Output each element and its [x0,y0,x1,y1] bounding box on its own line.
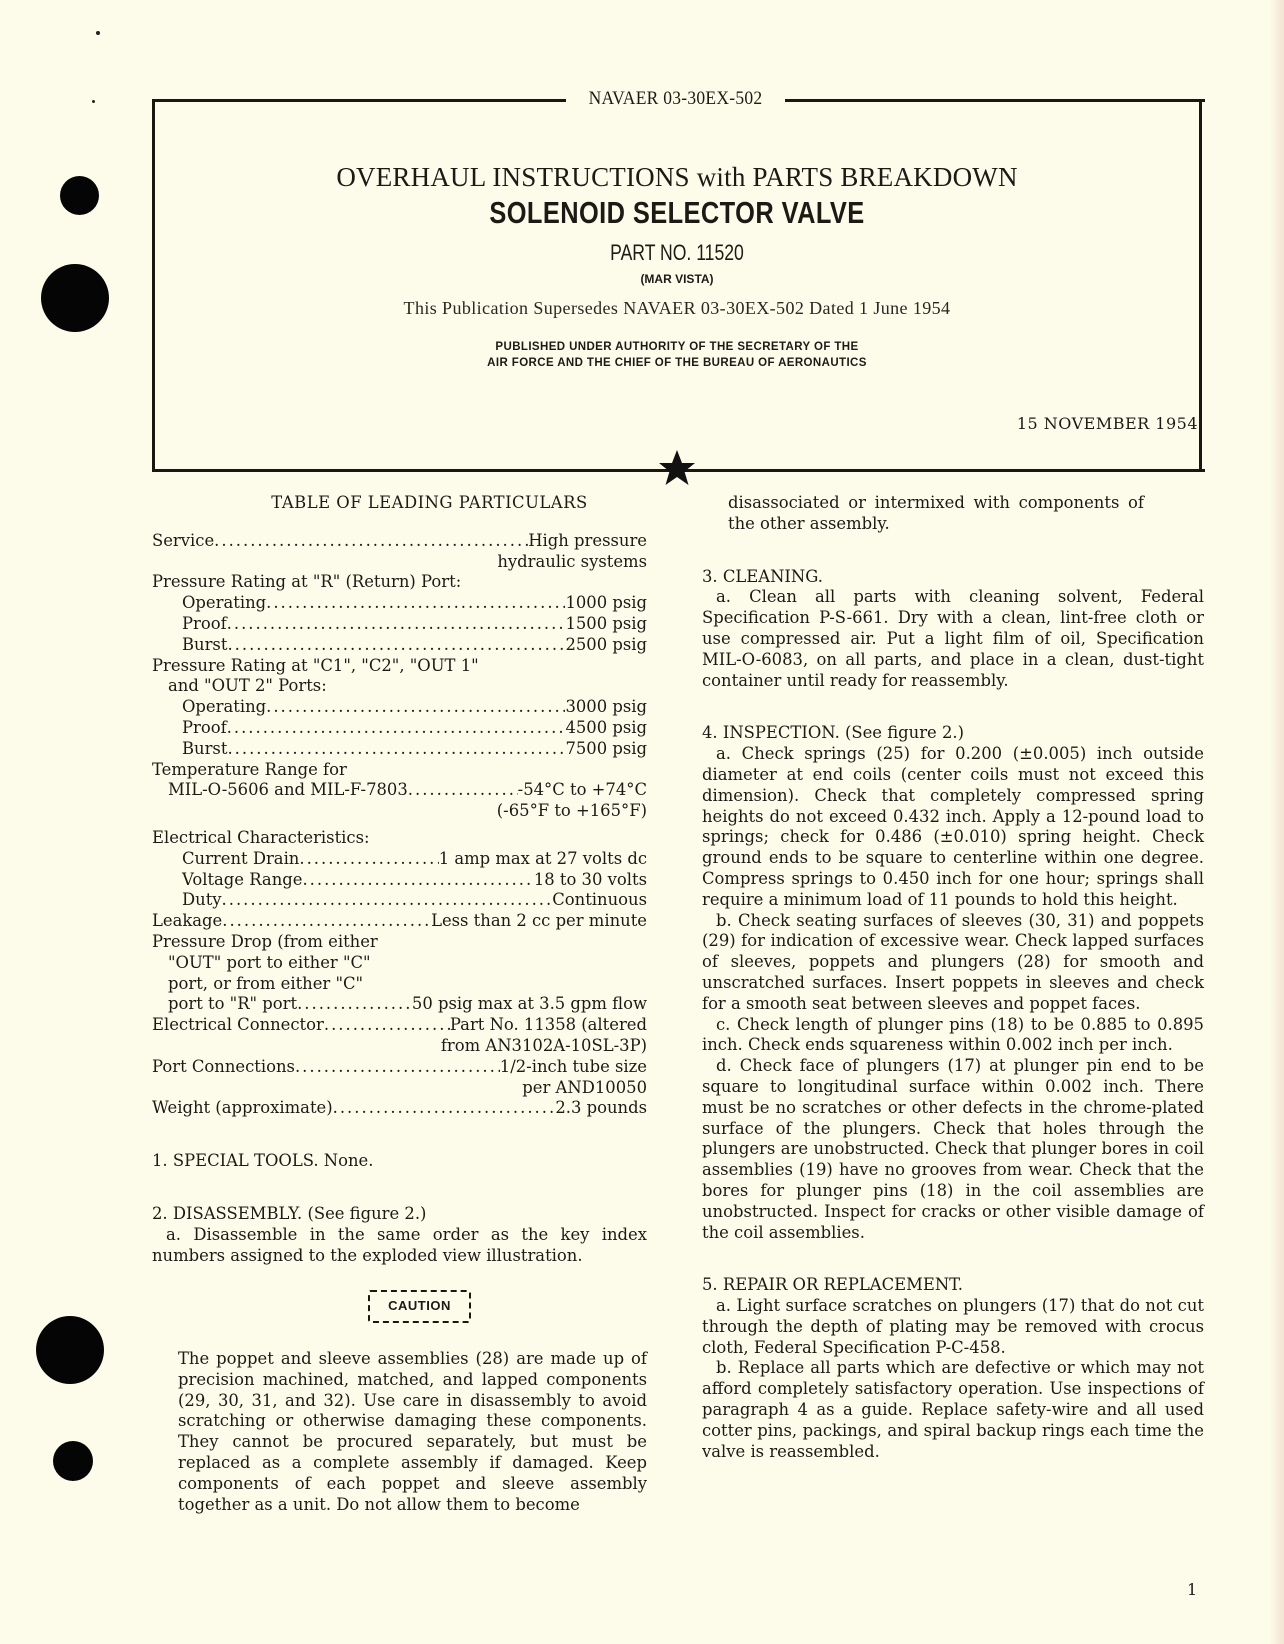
tlp-value-cont: per AND10050 [522,1077,647,1097]
scan-speck [96,31,100,35]
leader-dots [266,593,565,614]
repair-para-a: a. Light surface scratches on plungers (17) that do not cut through the depth of plating may be removed with crocus cloth, Federal Specification P-C-458. [702,1296,1204,1357]
cleaning-para-a: a. Clean all parts with cleaning solvent, Federal Specification P-S-661. Dry with a clean, lint-free cloth or use compressed air. Put a light film of oil, Specification MIL-O-6083, on all parts, and place in a clean, dust-tight container until ready for reassembly. [702,587,1204,690]
right-column [702,493,1204,1462]
authority-line-1: PUBLISHED UNDER AUTHORITY OF THE SECRETARY OF THE [495,341,859,353]
tlp-row-leakage [152,911,647,932]
tlp-value-cont: from AN3102A-10SL-3P) [440,1035,647,1055]
tlp-label: Electrical Connector [152,1015,324,1035]
tlp-value: 50 psig max at 3.5 gpm flow [411,994,647,1014]
tlp-row-pressure-drop [152,994,647,1015]
disassembly-para-a: a. Disassemble in the same order as the key index numbers assigned to the exploded view illustration. [152,1224,647,1265]
tlp-row [152,697,647,718]
tlp-label: Proof [182,717,227,737]
tlp-value: 1000 psig [565,593,647,613]
tlp-row [152,890,647,911]
tlp-row [152,849,647,870]
tlp-value: 2500 psig [565,634,647,654]
caution-label: CAUTION [368,1290,471,1323]
page-edge-shadow [1270,0,1284,1644]
scan-speck [92,100,95,103]
tlp-value: 4500 psig [565,717,647,737]
leader-dots [222,890,553,911]
caution-label-wrap [152,1290,647,1323]
tlp-row-temperature [152,780,647,801]
tlp-row-port-connections [152,1057,647,1078]
tlp-label: Burst [182,634,228,654]
tlp-value-cont: (-65°F to +165°F) [496,801,647,821]
tlp-row [152,718,647,739]
inspection-para-a: a. Check springs (25) for 0.200 (±0.005) inch outside diameter at end coils (center coils must not exceed this dimension). Check that completely compressed spring heights do not exceed 0.432 inch. Apply a 12-pound load to springs; check for 0.486 (±0.010) spring height. Check ground ends to be square to centerline within one degree. Compress springs to 0.450 inch for one hour; springs shall require a minimum load of 11 pounds to hold this height. [702,744,1204,909]
tlp-row [152,870,647,891]
tlp-heading-r-port: Pressure Rating at "R" (Return) Port: [152,572,462,592]
tlp-row-service [152,531,647,552]
publication-date: 15 NOVEMBER 1954 [1016,414,1198,433]
tlp-label: Current Drain [182,848,300,868]
manufacturer: (MAR VISTA) [640,272,714,286]
top-rule [785,99,1205,102]
leader-dots [297,994,412,1015]
leader-dots [324,1015,450,1036]
leader-dots [227,614,566,635]
tlp-label: Duty [182,890,222,910]
tlp-value: 1 amp max at 27 volts dc [438,848,647,868]
section-inspection-heading: 4. INSPECTION. (See figure 2.) [702,723,964,743]
page-number: 1 [1187,1580,1198,1599]
part-number: PART NO. 11520 [610,240,744,265]
authority-line-2: AIR FORCE AND THE CHIEF OF THE BUREAU OF AERONAUTICS [487,357,867,369]
section-cleaning-heading: 3. CLEANING. [702,566,823,586]
repair-para-b: b. Replace all parts which are defective or which may not afford completely satisfactory operation. Use inspections of paragraph 4 as a guide. Replace safety-wire and all used cotter pins, packings, and spiral backup rings each time the valve is reassembled. [702,1358,1204,1461]
tlp-value: 2.3 pounds [555,1098,647,1118]
leader-dots [333,1098,556,1119]
tlp-row-weight [152,1098,647,1119]
leader-dots [295,1057,500,1078]
tlp-row [152,593,647,614]
tlp-label: Port Connections [152,1056,295,1076]
tlp-heading-pressure-drop-3: port, or from either "C" [168,973,364,993]
tlp-row [152,635,647,656]
leader-dots [302,870,533,891]
tlp-heading-electrical: Electrical Characteristics: [152,827,370,847]
tlp-value: 3000 psig [565,697,647,717]
binder-hole-small [60,176,99,215]
tlp-value: 1500 psig [565,613,647,633]
tlp-value: -54°C to +74°C [517,780,647,800]
binder-hole-large [41,264,109,332]
tlp-label: port to "R" port [168,994,298,1014]
tlp-value: 1/2-inch tube size [499,1056,647,1076]
leader-dots [227,718,566,739]
equipment-title: SOLENOID SELECTOR VALVE [489,195,865,230]
caution-text-continued: disassociated or intermixed with components of the other assembly. [728,493,1144,533]
tlp-label: MIL-O-5606 and MIL-F-7803 [168,780,408,800]
tlp-row [152,614,647,635]
document-number: NAVAER 03-30EX-502 [588,88,763,109]
tlp-label: Leakage [152,911,223,931]
binder-hole-large [36,1316,104,1384]
tlp-heading-c-ports-cont: and "OUT 2" Ports: [168,676,327,696]
tlp-label: Burst [182,738,228,758]
tlp-value: High pressure [528,530,647,550]
tlp-value: Less than 2 cc per minute [431,911,647,931]
tlp-row-connector [152,1015,647,1036]
star-icon [657,448,697,488]
tlp-value: Continuous [552,890,647,910]
tlp-heading-c-ports: Pressure Rating at "C1", "C2", "OUT 1" [152,655,479,675]
inspection-para-b: b. Check seating surfaces of sleeves (30, 31) and poppets (29) for indication of excessive wear. Check lapped surfaces of sleeves, poppets and plungers (28) for smooth and unscratched surfaces. Insert poppets in sleeves and check for a smooth seat between sleeves and poppet faces. [702,910,1204,1013]
tlp-value: Part No. 11358 (altered [449,1015,647,1035]
tlp-row [152,739,647,760]
leader-dots [299,849,438,870]
tlp-heading-pressure-drop-2: "OUT" port to either "C" [168,952,371,972]
bottom-rule [712,469,1205,472]
top-rule [152,99,566,102]
authority-statement [152,339,1202,371]
tlp-label: Voltage Range [182,869,303,889]
left-column [152,493,647,1515]
supersedes-notice: This Publication Supersedes NAVAER 03-30EX-502 Dated 1 June 1954 [403,298,951,318]
tlp-title: TABLE OF LEADING PARTICULARS [271,493,588,512]
tlp-label: Service [152,530,215,550]
leader-dots [408,780,518,801]
section-repair-heading: 5. REPAIR OR REPLACEMENT. [702,1275,963,1295]
leader-dots [227,739,565,760]
leader-dots [214,531,528,552]
section-special-tools-heading: 1. SPECIAL TOOLS. None. [152,1151,374,1171]
tlp-label: Proof [182,613,227,633]
tlp-value-cont: hydraulic systems [497,551,647,571]
caution-text: The poppet and sleeve assemblies (28) are made up of precision machined, matched, and lapped components (29, 30, 31, and 32). Use care in disassembly to avoid scratching or otherwise damaging these components. They cannot be procured separately, but must be replaced as a complete assembly if damaged. Keep components of each poppet and sleeve assembly together as a unit. Do not allow them to become [178,1349,647,1514]
publication-type-title: OVERHAUL INSTRUCTIONS with PARTS BREAKDOWN [336,162,1018,192]
leader-dots [266,697,565,718]
tlp-value: 18 to 30 volts [533,869,647,889]
bottom-rule [152,469,642,472]
inspection-para-c: c. Check length of plunger pins (18) to be 0.885 to 0.895 inch. Check ends squareness within 0.002 inch per inch. [702,1014,1204,1055]
leader-dots [222,911,431,932]
binder-hole-small [53,1441,93,1481]
tlp-label: Operating [182,697,267,717]
tlp-heading-temperature: Temperature Range for [152,759,347,779]
tlp-value: 7500 psig [565,738,647,758]
tlp-label: Weight (approximate) [152,1098,333,1118]
inspection-para-d: d. Check face of plungers (17) at plunger pin end to be square to longitudinal surface within 0.002 inch. There must be no scratches or other defects in the chrome-plated surface of the plungers. Check that holes through the plungers are unobstructed. Check that plunger bores in coil assemblies (19) have no grooves from wear. Check that the bores for plunger pins (18) in the coil assemblies are unobstructed. Inspect for cracks or other visible damage of the coil assemblies. [702,1056,1204,1242]
tlp-heading-pressure-drop: Pressure Drop (from either [152,931,378,951]
leader-dots [227,635,565,656]
tlp-label: Operating [182,593,267,613]
section-disassembly-heading: 2. DISASSEMBLY. (See figure 2.) [152,1203,427,1223]
